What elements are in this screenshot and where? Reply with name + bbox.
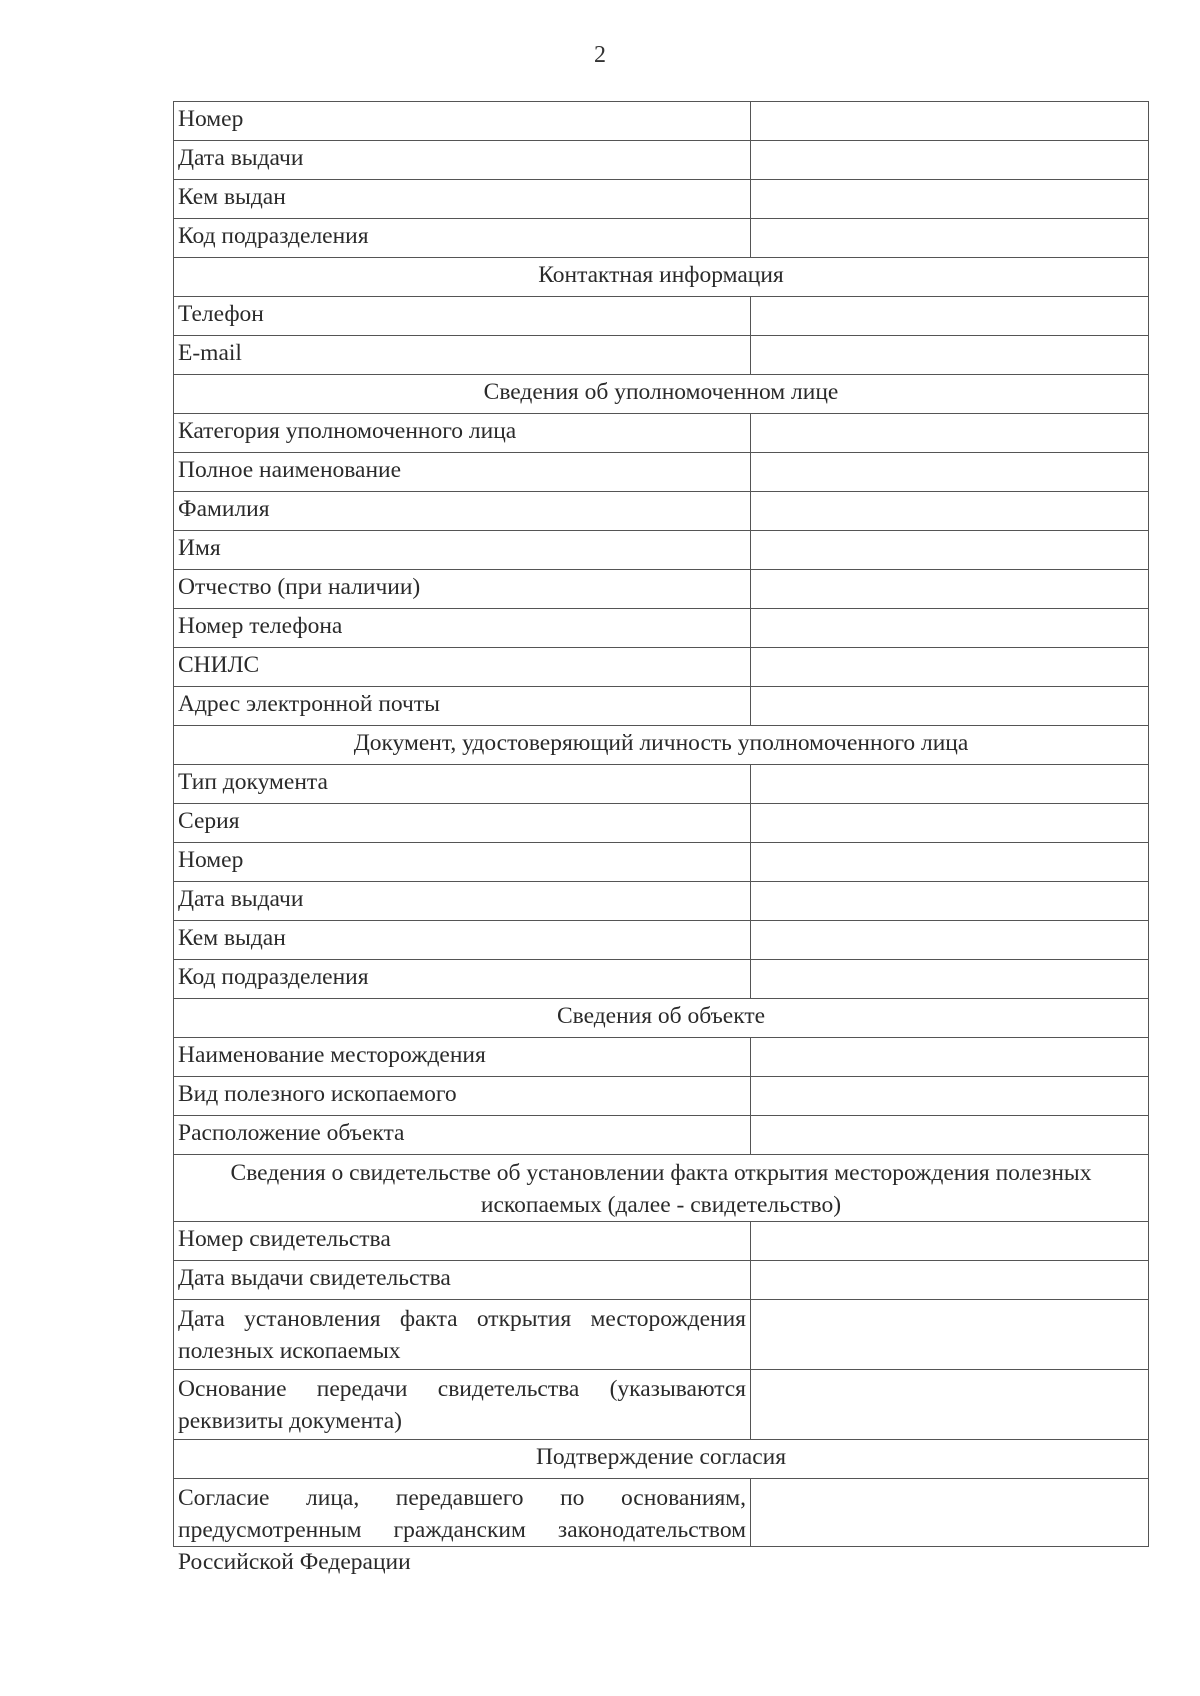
field-label xyxy=(174,1479,751,1575)
table-row xyxy=(174,648,1149,687)
section-header-row xyxy=(174,1440,1149,1479)
field-value-cell[interactable] xyxy=(751,1261,1149,1300)
field-value-cell[interactable] xyxy=(751,1222,1149,1261)
field-value-cell[interactable] xyxy=(751,1479,1149,1547)
field-value-cell[interactable] xyxy=(751,414,1149,453)
field-label: СНИЛС xyxy=(174,648,751,687)
field-label: Фамилия xyxy=(174,492,751,531)
field-label: Полное наименование xyxy=(174,453,751,492)
field-value-cell[interactable] xyxy=(751,570,1149,609)
page-number: 2 xyxy=(594,42,606,68)
field-value-cell[interactable] xyxy=(751,882,1149,921)
field-value-cell[interactable] xyxy=(751,687,1149,726)
field-label: Дата выдачи xyxy=(174,141,751,180)
field-value-cell[interactable] xyxy=(751,765,1149,804)
field-value-cell[interactable] xyxy=(751,180,1149,219)
field-label: Наименование месторождения xyxy=(174,1038,751,1077)
field-value-cell[interactable] xyxy=(751,1300,1149,1370)
section-header: Документ, удостоверяющий личность уполномоченного лица xyxy=(174,726,1149,765)
field-value-cell[interactable] xyxy=(751,843,1149,882)
field-value-cell[interactable] xyxy=(751,141,1149,180)
field-label: Адрес электронной почты xyxy=(174,687,751,726)
field-label: Вид полезного ископаемого xyxy=(174,1077,751,1116)
section-header: Подтверждение согласия xyxy=(174,1440,1149,1479)
field-value-cell[interactable] xyxy=(751,336,1149,375)
field-value-cell[interactable] xyxy=(751,1038,1149,1077)
table-row xyxy=(174,453,1149,492)
field-label: Номер свидетельства xyxy=(174,1222,751,1261)
field-label: Расположение объекта xyxy=(174,1116,751,1155)
table-row xyxy=(174,804,1149,843)
table-row xyxy=(174,141,1149,180)
field-value-cell[interactable] xyxy=(751,531,1149,570)
field-value-cell[interactable] xyxy=(751,219,1149,258)
field-label: Кем выдан xyxy=(174,921,751,960)
section-header-row xyxy=(174,258,1149,297)
table-row xyxy=(174,960,1149,999)
table-row xyxy=(174,1038,1149,1077)
field-value-cell[interactable] xyxy=(751,1370,1149,1440)
table-row xyxy=(174,570,1149,609)
form-body xyxy=(174,102,1149,1575)
field-label: Серия xyxy=(174,804,751,843)
table-row xyxy=(174,1077,1149,1116)
field-label: Имя xyxy=(174,531,751,570)
table-row xyxy=(174,492,1149,531)
section-header-row xyxy=(174,1155,1149,1222)
field-value-cell[interactable] xyxy=(751,453,1149,492)
table-row xyxy=(174,1370,1149,1440)
section-header-row xyxy=(174,375,1149,414)
section-header-row xyxy=(174,999,1149,1038)
table-row xyxy=(174,921,1149,960)
table-row xyxy=(174,336,1149,375)
field-label: Код подразделения xyxy=(174,960,751,999)
table-row xyxy=(174,1222,1149,1261)
section-header-row xyxy=(174,726,1149,765)
field-value-cell[interactable] xyxy=(751,1116,1149,1155)
field-label: Основание передачи свидетельства (указываются реквизиты документа) xyxy=(174,1370,751,1440)
section-header: Сведения о свидетельстве об установлении факта открытия месторождения полезных ископаемых (далее - свидетельство) xyxy=(174,1155,1149,1222)
table-row xyxy=(174,1261,1149,1300)
table-row xyxy=(174,882,1149,921)
application-form-table xyxy=(173,101,1149,1575)
table-row xyxy=(174,1300,1149,1370)
table-row xyxy=(174,531,1149,570)
section-header: Контактная информация xyxy=(174,258,1149,297)
field-label: Номер xyxy=(174,843,751,882)
field-value-cell[interactable] xyxy=(751,492,1149,531)
table-row xyxy=(174,414,1149,453)
field-label-text: Согласие лица, передавшего по основаниям, предусмотренным гражданским законодательством Российской Федерации xyxy=(178,1485,746,1575)
field-value-cell[interactable] xyxy=(751,804,1149,843)
table-row xyxy=(174,765,1149,804)
field-value-cell[interactable] xyxy=(751,102,1149,141)
field-value-cell[interactable] xyxy=(751,297,1149,336)
table-row xyxy=(174,1116,1149,1155)
table-row xyxy=(174,1479,1149,1547)
field-label: Категория уполномоченного лица xyxy=(174,414,751,453)
table-row xyxy=(174,102,1149,141)
field-label: Дата выдачи xyxy=(174,882,751,921)
field-label: Кем выдан xyxy=(174,180,751,219)
field-value-cell[interactable] xyxy=(751,609,1149,648)
section-header: Сведения об объекте xyxy=(174,999,1149,1038)
field-value-cell[interactable] xyxy=(751,960,1149,999)
field-label: Номер телефона xyxy=(174,609,751,648)
field-label: Дата выдачи свидетельства xyxy=(174,1261,751,1300)
field-label: Тип документа xyxy=(174,765,751,804)
field-value-cell[interactable] xyxy=(751,1077,1149,1116)
field-value-cell[interactable] xyxy=(751,648,1149,687)
field-label: Дата установления факта открытия месторождения полезных ископаемых xyxy=(174,1300,751,1370)
table-row xyxy=(174,687,1149,726)
section-header: Сведения об уполномоченном лице xyxy=(174,375,1149,414)
table-row xyxy=(174,297,1149,336)
field-label: Код подразделения xyxy=(174,219,751,258)
field-value-cell[interactable] xyxy=(751,921,1149,960)
table-row xyxy=(174,609,1149,648)
field-label: E-mail xyxy=(174,336,751,375)
field-label: Телефон xyxy=(174,297,751,336)
field-label: Отчество (при наличии) xyxy=(174,570,751,609)
table-row xyxy=(174,219,1149,258)
table-row xyxy=(174,180,1149,219)
field-label: Номер xyxy=(174,102,751,141)
table-row xyxy=(174,843,1149,882)
